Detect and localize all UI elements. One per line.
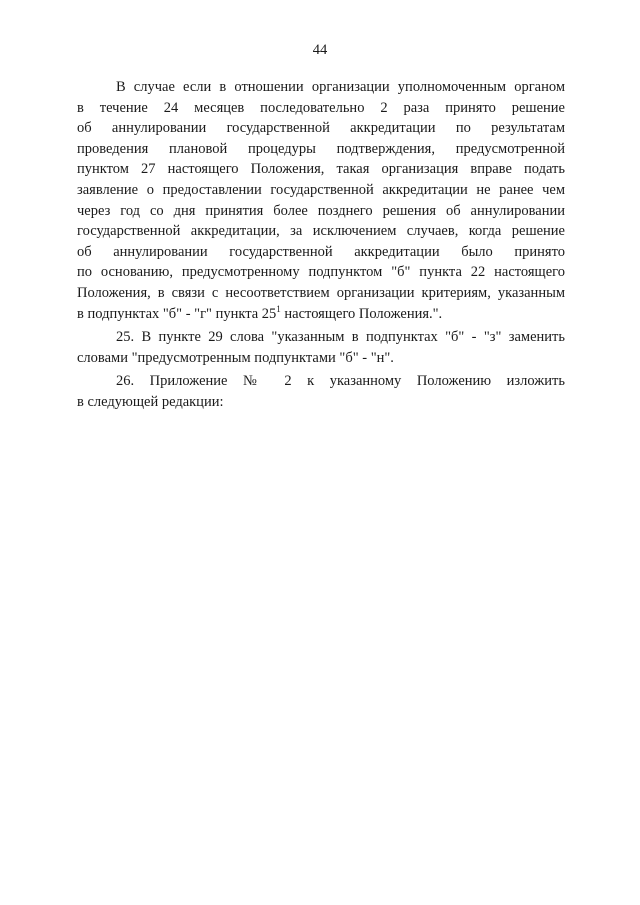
text-fragment: в подпунктах "б" - "г" пункта 25 — [77, 305, 277, 322]
text-line: об аннулировании государственной аккредитации было принято — [77, 243, 565, 260]
text-fragment: настоящего Положения.". — [280, 305, 443, 322]
text-line: 26. Приложение № 2 к указанному Положению изложить — [116, 373, 565, 390]
text-line: пунктом 27 настоящего Положения, такая организация вправе подать — [77, 161, 565, 178]
document-body — [77, 77, 565, 413]
text-line-last — [77, 304, 565, 325]
text-line: проведения плановой процедуры подтверждения, предусмотренной — [77, 140, 565, 157]
text-line: государственной аккредитации, за исключением случаев, когда решение — [77, 223, 565, 240]
text-line: заявление о предоставлении государственной аккредитации не ранее чем — [77, 181, 565, 198]
paragraph-2 — [77, 327, 565, 368]
text-line: об аннулировании государственной аккредитации по результатам — [77, 120, 565, 137]
text-line: через год со дня принятия более позднего решения об аннулировании — [77, 202, 565, 219]
text-line: словами "предусмотренным подпунктами "б" - "н". — [77, 349, 394, 366]
text-line: по основанию, предусмотренному подпунктом "б" пункта 22 настоящего — [77, 264, 565, 281]
page-number: 44 — [312, 42, 328, 58]
superscript: 1 — [276, 303, 281, 314]
paragraph-1 — [77, 77, 565, 324]
text-line: Положения, в связи с несоответствием организации критериям, указанным — [77, 284, 565, 301]
text-line: 25. В пункте 29 слова "указанным в подпунктах "б" - "з" заменить — [116, 329, 565, 346]
text-line: в следующей редакции: — [77, 393, 224, 410]
text-line: В случае если в отношении организации уполномоченным органом — [116, 79, 565, 95]
text-line: в течение 24 месяцев последовательно 2 раза принято решение — [77, 99, 565, 116]
paragraph-3 — [77, 371, 565, 412]
